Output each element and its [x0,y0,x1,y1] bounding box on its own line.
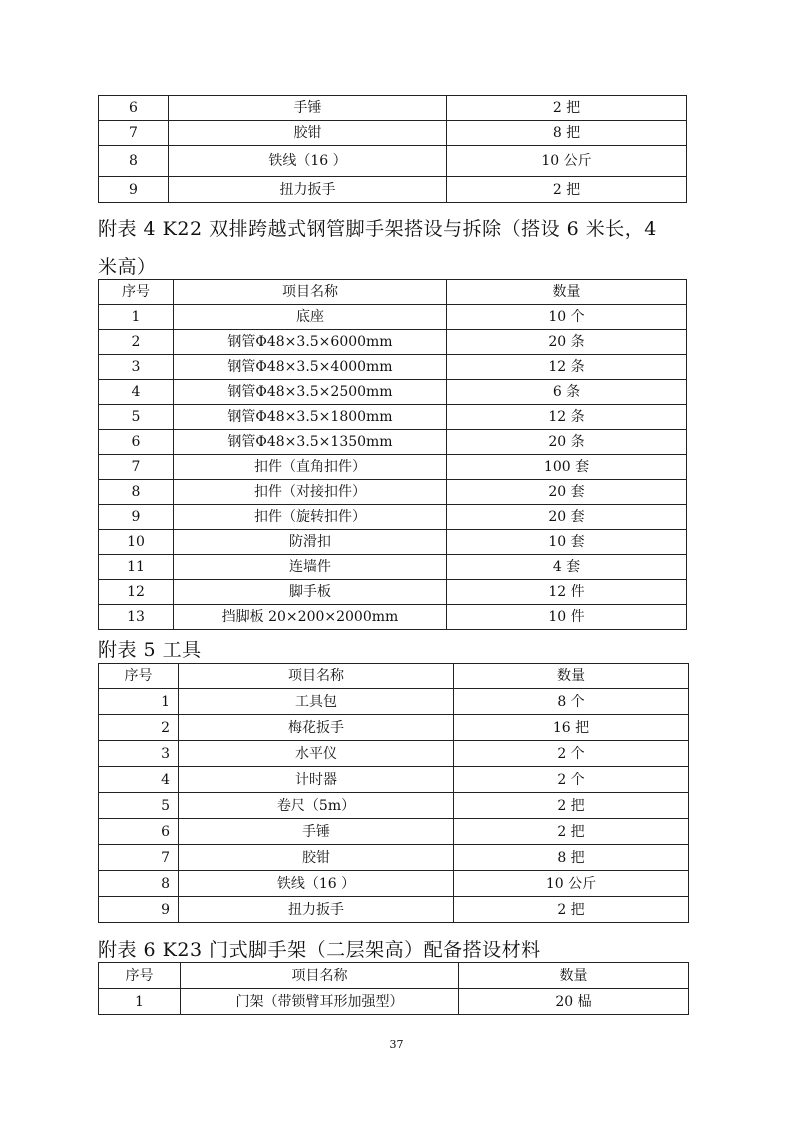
row-item-name: 底座 [174,305,447,330]
header-item-name: 项目名称 [174,280,447,305]
header-quantity: 数量 [459,963,689,989]
row-quantity: 16 把 [454,715,689,741]
row-quantity: 8 个 [454,689,689,715]
table4-title-line1: 附表 4 K22 双排跨越式钢管脚手架搭设与拆除（搭设 6 米长，4 [98,218,657,240]
row-seq: 2 [99,330,174,355]
table-row [99,871,689,897]
table-row [99,580,687,605]
row-seq: 5 [99,405,174,430]
row-quantity: 12 件 [447,580,687,605]
row-quantity: 10 套 [447,530,687,555]
row-seq: 8 [99,871,179,897]
row-item-name: 手锤 [179,819,454,845]
row-seq: 5 [99,793,179,819]
table6-title: 附表 6 K23 门式脚手架（二层架高）配备搭设材料 [98,939,541,961]
table-row [99,989,689,1015]
row-quantity: 20 榀 [459,989,689,1015]
header-item-name: 项目名称 [181,963,459,989]
row-quantity: 8 把 [447,121,687,146]
row-quantity: 8 把 [454,845,689,871]
row-seq: 7 [99,121,169,146]
row-seq: 1 [99,689,179,715]
row-seq: 11 [99,555,174,580]
row-item-name: 铁线（16 ） [179,871,454,897]
row-quantity: 12 条 [447,355,687,380]
row-item-name: 铁线（16 ） [169,146,447,177]
table-row [99,455,687,480]
table-row [99,530,687,555]
door-scaffold-materials-table-body [99,989,689,1015]
table-row [99,605,687,630]
row-quantity: 20 套 [447,505,687,530]
row-seq: 4 [99,767,179,793]
header-quantity: 数量 [447,280,687,305]
table-row [99,121,687,146]
row-item-name: 胶钳 [169,121,447,146]
row-quantity: 2 把 [454,819,689,845]
row-quantity: 2 把 [447,96,687,121]
row-item-name: 扭力扳手 [179,897,454,923]
page-number: 37 [389,1038,404,1051]
table-row [99,741,689,767]
row-item-name: 扣件（对接扣件） [174,480,447,505]
row-quantity: 10 公斤 [447,146,687,177]
row-seq: 9 [99,897,179,923]
tools-table-continued-body [99,96,687,203]
row-item-name: 扣件（直角扣件） [174,455,447,480]
row-seq: 8 [99,146,169,177]
row-seq: 7 [99,845,179,871]
row-seq: 9 [99,505,174,530]
row-item-name: 扣件（旋转扣件） [174,505,447,530]
row-seq: 3 [99,741,179,767]
door-scaffold-materials-table [98,962,689,1015]
row-item-name: 钢管Φ48×3.5×2500mm [174,380,447,405]
row-quantity: 20 条 [447,430,687,455]
row-item-name: 挡脚板 20×200×2000mm [174,605,447,630]
header-seq: 序号 [99,963,181,989]
row-quantity: 2 个 [454,767,689,793]
table-row [99,767,689,793]
row-seq: 13 [99,605,174,630]
header-item-name: 项目名称 [179,664,454,689]
row-seq: 1 [99,305,174,330]
table-row [99,355,687,380]
row-seq: 4 [99,380,174,405]
row-seq: 8 [99,480,174,505]
scaffold-materials-table-body [99,305,687,630]
table-row [99,330,687,355]
row-item-name: 扭力扳手 [169,177,447,203]
table-row [99,405,687,430]
table-row [99,480,687,505]
row-quantity: 10 件 [447,605,687,630]
row-item-name: 工具包 [179,689,454,715]
row-item-name: 防滑扣 [174,530,447,555]
table4-title-line2: 米高） [98,256,157,278]
table-header-row [99,664,689,689]
row-quantity: 4 套 [447,555,687,580]
table-header-row [99,963,689,989]
table-row [99,505,687,530]
row-quantity: 2 把 [454,897,689,923]
table-row [99,146,687,177]
row-quantity: 20 套 [447,480,687,505]
tools-table [98,663,689,923]
table-row [99,845,689,871]
scaffold-materials-table [98,279,687,630]
row-item-name: 水平仪 [179,741,454,767]
table-row [99,715,689,741]
row-quantity: 12 条 [447,405,687,430]
row-seq: 2 [99,715,179,741]
row-seq: 1 [99,989,181,1015]
tools-table-body [99,689,689,923]
row-seq: 9 [99,177,169,203]
table-row [99,897,689,923]
row-seq: 10 [99,530,174,555]
row-seq: 3 [99,355,174,380]
table-row [99,689,689,715]
header-seq: 序号 [99,664,179,689]
row-item-name: 钢管Φ48×3.5×6000mm [174,330,447,355]
row-item-name: 梅花扳手 [179,715,454,741]
table-header-row [99,280,687,305]
row-item-name: 计时器 [179,767,454,793]
table-row [99,380,687,405]
row-quantity: 100 套 [447,455,687,480]
table-row [99,555,687,580]
row-item-name: 门架（带锁臂耳形加强型） [181,989,459,1015]
row-item-name: 脚手板 [174,580,447,605]
table-row [99,819,689,845]
row-item-name: 连墙件 [174,555,447,580]
row-quantity: 2 把 [447,177,687,203]
row-seq: 6 [99,819,179,845]
header-quantity: 数量 [454,664,689,689]
table5-title: 附表 5 工具 [98,639,202,661]
table-row [99,177,687,203]
row-item-name: 钢管Φ48×3.5×1800mm [174,405,447,430]
row-seq: 12 [99,580,174,605]
table-row [99,430,687,455]
row-seq: 6 [99,430,174,455]
row-item-name: 钢管Φ48×3.5×4000mm [174,355,447,380]
row-item-name: 手锤 [169,96,447,121]
tools-table-continued [98,95,687,203]
row-quantity: 2 把 [454,793,689,819]
table-row [99,305,687,330]
row-seq: 6 [99,96,169,121]
table-row [99,793,689,819]
row-quantity: 10 公斤 [454,871,689,897]
row-item-name: 胶钳 [179,845,454,871]
row-item-name: 钢管Φ48×3.5×1350mm [174,430,447,455]
row-quantity: 10 个 [447,305,687,330]
row-quantity: 6 条 [447,380,687,405]
row-item-name: 卷尺（5m） [179,793,454,819]
row-quantity: 20 条 [447,330,687,355]
row-quantity: 2 个 [454,741,689,767]
row-seq: 7 [99,455,174,480]
table-row [99,96,687,121]
header-seq: 序号 [99,280,174,305]
